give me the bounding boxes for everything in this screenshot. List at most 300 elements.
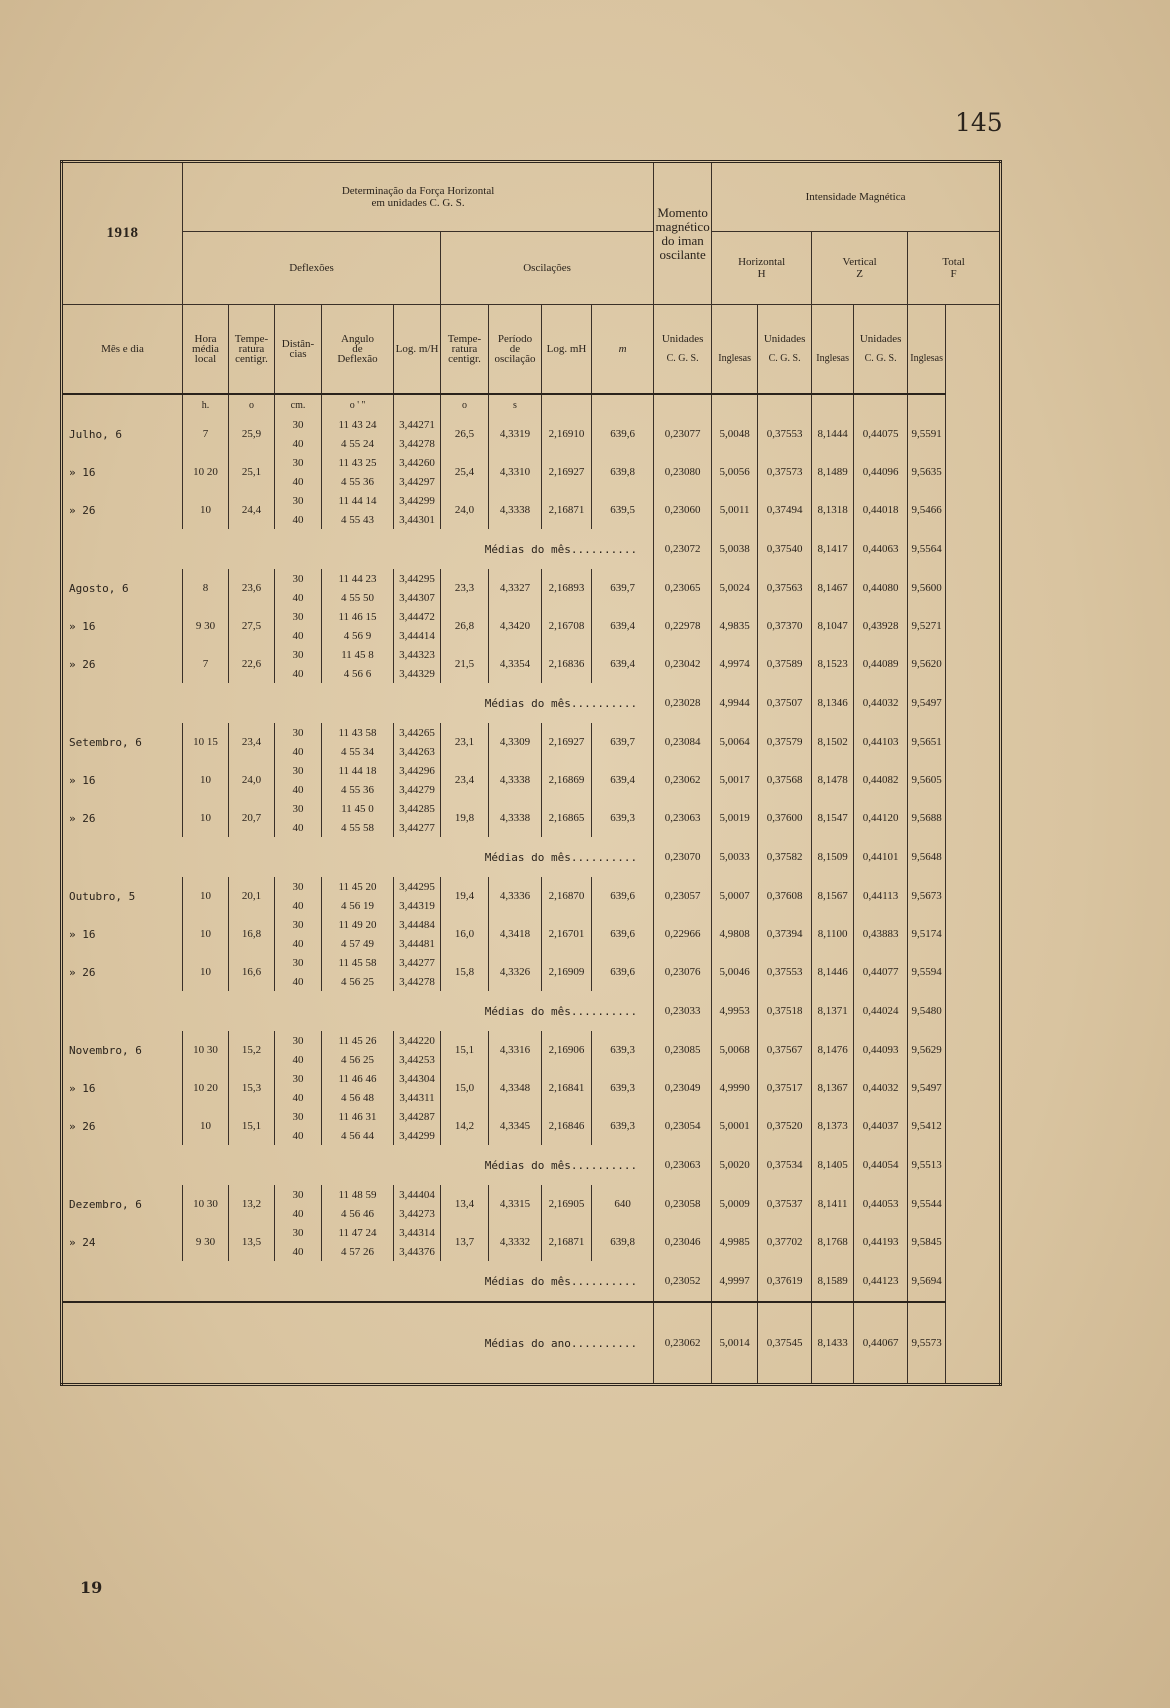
mes-dia-cell: Dezembro, 6 <box>62 1185 183 1223</box>
momento-cell: 639,6 <box>592 953 654 991</box>
angulo-cell: 11 45 58 <box>322 953 394 972</box>
distancia-cell: 30 <box>275 1031 322 1050</box>
angulo-cell: 11 43 24 <box>322 415 394 434</box>
distancia-cell: 30 <box>275 1223 322 1242</box>
mes-dia-cell: » 16 <box>62 607 183 645</box>
unit-cell <box>592 394 654 415</box>
intensity-cell: 9,5629 <box>908 1031 946 1069</box>
periodo-cell: 4,3345 <box>489 1107 542 1145</box>
monthly-mean-cell: 0,37582 <box>758 837 812 877</box>
unit-cell: h. <box>183 394 229 415</box>
angulo-cell: 4 56 25 <box>322 972 394 991</box>
monthly-mean-label: Médias do mês.......... <box>62 1145 654 1185</box>
log-m-h-cell: 3,44220 <box>394 1031 441 1050</box>
monthly-mean-cell: 8,1589 <box>812 1261 854 1302</box>
intensity-cell: 0,37537 <box>758 1185 812 1223</box>
log-mh-cell: 2,16836 <box>542 645 592 683</box>
intensity-cell: 0,23046 <box>654 1223 712 1261</box>
log-mh-cell: 2,16708 <box>542 607 592 645</box>
log-m-h-cell: 3,44273 <box>394 1204 441 1223</box>
angulo-cell: 4 56 19 <box>322 896 394 915</box>
year-mean-cell: 8,1433 <box>812 1302 854 1385</box>
distancia-cell: 30 <box>275 607 322 626</box>
intensity-cell: 0,37553 <box>758 953 812 991</box>
intensity-cell: 0,23063 <box>654 799 712 837</box>
distancia-cell: 40 <box>275 1126 322 1145</box>
distancia-cell: 30 <box>275 415 322 434</box>
distancias-header: Distân- cias <box>275 305 322 395</box>
intensity-cell: 5,0007 <box>712 877 758 915</box>
table-row <box>62 415 1001 434</box>
intensity-cell: 0,23077 <box>654 415 712 453</box>
angulo-cell: 4 56 48 <box>322 1088 394 1107</box>
unit-cell <box>654 394 712 415</box>
monthly-mean-cell: 0,23070 <box>654 837 712 877</box>
mes-dia-cell: Setembro, 6 <box>62 723 183 761</box>
intensity-cell: 8,1467 <box>812 569 854 607</box>
distancia-cell: 40 <box>275 472 322 491</box>
log-m-h-cell: 3,44253 <box>394 1050 441 1069</box>
intensidade-header: Intensidade Magnética <box>712 162 1001 232</box>
intensity-cell: 0,44093 <box>854 1031 908 1069</box>
distancia-cell: 40 <box>275 1088 322 1107</box>
hora-cell: 10 <box>183 1107 229 1145</box>
intensity-cell: 0,37520 <box>758 1107 812 1145</box>
intensity-cell: 0,37517 <box>758 1069 812 1107</box>
log-m-h-cell: 3,44297 <box>394 472 441 491</box>
log-m-h-header: Log. m/H <box>394 305 441 395</box>
intensity-cell: 8,1373 <box>812 1107 854 1145</box>
angulo-cell: 11 45 20 <box>322 877 394 896</box>
log-m-h-cell: 3,44271 <box>394 415 441 434</box>
log-mh-cell: 2,16701 <box>542 915 592 953</box>
monthly-mean-cell: 0,23028 <box>654 683 712 723</box>
unit-cell: s <box>489 394 542 415</box>
intensity-cell: 5,0001 <box>712 1107 758 1145</box>
monthly-mean-cell: 4,9944 <box>712 683 758 723</box>
intensity-cell: 8,1476 <box>812 1031 854 1069</box>
hora-cell: 10 <box>183 799 229 837</box>
angulo-cell: 4 57 26 <box>322 1242 394 1261</box>
distancia-cell: 30 <box>275 645 322 664</box>
log-m-h-cell: 3,44278 <box>394 972 441 991</box>
intensity-cell: 0,37553 <box>758 415 812 453</box>
intensity-cell: 5,0009 <box>712 1185 758 1223</box>
periodo-cell: 4,3338 <box>489 799 542 837</box>
log-m-h-cell: 3,44287 <box>394 1107 441 1126</box>
osc-temp-cell: 16,0 <box>441 915 489 953</box>
intensity-cell: 0,23085 <box>654 1031 712 1069</box>
hora-cell: 8 <box>183 569 229 607</box>
momento-cell: 639,4 <box>592 645 654 683</box>
monthly-mean-label: Médias do mês.......... <box>62 1261 654 1302</box>
log-mh-header: Log. mH <box>542 305 592 395</box>
intensity-cell: 0,37567 <box>758 1031 812 1069</box>
monthly-mean-cell: 8,1405 <box>812 1145 854 1185</box>
log-mh-cell: 2,16846 <box>542 1107 592 1145</box>
monthly-mean-cell: 0,44054 <box>854 1145 908 1185</box>
intensity-cell: 0,23060 <box>654 491 712 529</box>
monthly-mean-cell: 0,44101 <box>854 837 908 877</box>
table-row <box>62 953 1001 972</box>
log-m-h-cell: 3,44472 <box>394 607 441 626</box>
log-m-h-cell: 3,44329 <box>394 664 441 683</box>
intensity-cell: 0,23058 <box>654 1185 712 1223</box>
footer-signature: 19 <box>80 1578 103 1597</box>
intensity-cell: 5,0064 <box>712 723 758 761</box>
monthly-mean-cell: 0,23052 <box>654 1261 712 1302</box>
mes-dia-cell: Agosto, 6 <box>62 569 183 607</box>
intensity-cell: 0,23057 <box>654 877 712 915</box>
monthly-mean-row <box>62 529 1001 569</box>
log-m-h-cell: 3,44414 <box>394 626 441 645</box>
periodo-cell: 4,3315 <box>489 1185 542 1223</box>
temp-oscilacao-header: Tempe- ratura centigr. <box>441 305 489 395</box>
temp-cell: 13,5 <box>229 1223 275 1261</box>
intensity-cell: 5,0019 <box>712 799 758 837</box>
intensity-cell: 0,37563 <box>758 569 812 607</box>
table-row <box>62 877 1001 896</box>
angulo-header: Angulo de Deflexão <box>322 305 394 395</box>
hora-cell: 10 <box>183 953 229 991</box>
angulo-cell: 4 55 34 <box>322 742 394 761</box>
hora-cell: 10 20 <box>183 1069 229 1107</box>
angulo-cell: 4 55 24 <box>322 434 394 453</box>
intensity-cell: 8,1567 <box>812 877 854 915</box>
periodo-cell: 4,3336 <box>489 877 542 915</box>
log-mh-cell: 2,16927 <box>542 453 592 491</box>
monthly-mean-row <box>62 1261 1001 1302</box>
mes-dia-cell: » 16 <box>62 761 183 799</box>
unit-cell <box>394 394 441 415</box>
momento-cell: 639,3 <box>592 799 654 837</box>
distancia-cell: 40 <box>275 510 322 529</box>
year-mean-cell: 9,5573 <box>908 1302 946 1385</box>
monthly-mean-row <box>62 1145 1001 1185</box>
monthly-mean-cell: 0,44032 <box>854 683 908 723</box>
log-m-h-cell: 3,44304 <box>394 1069 441 1088</box>
z-inglesas-header: Inglesas <box>812 305 854 395</box>
intensity-cell: 9,5651 <box>908 723 946 761</box>
periodo-cell: 4,3418 <box>489 915 542 953</box>
angulo-cell: 11 44 23 <box>322 569 394 588</box>
log-m-h-cell: 3,44285 <box>394 799 441 818</box>
angulo-cell: 4 56 46 <box>322 1204 394 1223</box>
angulo-cell: 11 43 25 <box>322 453 394 472</box>
distancia-cell: 30 <box>275 915 322 934</box>
intensity-cell: 5,0017 <box>712 761 758 799</box>
distancia-cell: 30 <box>275 569 322 588</box>
mes-dia-cell: » 26 <box>62 491 183 529</box>
monthly-mean-row <box>62 837 1001 877</box>
table-row <box>62 1069 1001 1088</box>
periodo-cell: 4,3310 <box>489 453 542 491</box>
monthly-mean-cell: 9,5564 <box>908 529 946 569</box>
unit-cell: o <box>441 394 489 415</box>
unit-cell <box>854 394 908 415</box>
log-m-h-cell: 3,44260 <box>394 453 441 472</box>
log-m-h-cell: 3,44277 <box>394 953 441 972</box>
m-header: m <box>592 305 654 395</box>
distancia-cell: 40 <box>275 1242 322 1261</box>
table-body <box>62 394 1001 1385</box>
angulo-cell: 4 56 25 <box>322 1050 394 1069</box>
temp-cell: 23,6 <box>229 569 275 607</box>
temp-cell: 27,5 <box>229 607 275 645</box>
deflexoes-header: Deflexões <box>183 232 441 305</box>
monthly-mean-label: Médias do mês.......... <box>62 529 654 569</box>
periodo-cell: 4,3316 <box>489 1031 542 1069</box>
horizontal-header: Horizontal H <box>712 232 812 305</box>
distancia-cell: 30 <box>275 1107 322 1126</box>
log-m-h-cell: 3,44376 <box>394 1242 441 1261</box>
table-row <box>62 645 1001 664</box>
intensity-cell: 9,5673 <box>908 877 946 915</box>
distancia-cell: 40 <box>275 588 322 607</box>
year-mean-label: Médias do ano.......... <box>62 1302 654 1385</box>
intensity-cell: 8,1768 <box>812 1223 854 1261</box>
monthly-mean-cell: 0,23072 <box>654 529 712 569</box>
intensity-cell: 5,0011 <box>712 491 758 529</box>
osc-temp-cell: 24,0 <box>441 491 489 529</box>
hora-cell: 10 <box>183 761 229 799</box>
temp-cell: 20,1 <box>229 877 275 915</box>
periodo-cell: 4,3420 <box>489 607 542 645</box>
monthly-mean-cell: 0,37540 <box>758 529 812 569</box>
distancia-cell: 30 <box>275 1185 322 1204</box>
hora-cell: 7 <box>183 415 229 453</box>
intensity-cell: 5,0068 <box>712 1031 758 1069</box>
mes-dia-cell: » 26 <box>62 1107 183 1145</box>
unit-cell: o <box>229 394 275 415</box>
log-mh-cell: 2,16905 <box>542 1185 592 1223</box>
angulo-cell: 11 47 24 <box>322 1223 394 1242</box>
distancia-cell: 40 <box>275 896 322 915</box>
osc-temp-cell: 14,2 <box>441 1107 489 1145</box>
distancia-cell: 30 <box>275 491 322 510</box>
monthly-mean-cell: 4,9997 <box>712 1261 758 1302</box>
distancia-cell: 30 <box>275 723 322 742</box>
mes-dia-cell: Julho, 6 <box>62 415 183 453</box>
intensity-cell: 9,5466 <box>908 491 946 529</box>
log-mh-cell: 2,16870 <box>542 877 592 915</box>
momento-cell: 639,7 <box>592 569 654 607</box>
intensity-cell: 0,44103 <box>854 723 908 761</box>
temp-cell: 22,6 <box>229 645 275 683</box>
osc-temp-cell: 26,5 <box>441 415 489 453</box>
distancia-cell: 40 <box>275 972 322 991</box>
log-mh-cell: 2,16865 <box>542 799 592 837</box>
osc-temp-cell: 15,0 <box>441 1069 489 1107</box>
angulo-cell: 11 44 14 <box>322 491 394 510</box>
intensity-cell: 9,5412 <box>908 1107 946 1145</box>
log-mh-cell: 2,16909 <box>542 953 592 991</box>
hora-cell: 10 15 <box>183 723 229 761</box>
units-row <box>62 394 1001 415</box>
temp-cell: 25,1 <box>229 453 275 491</box>
angulo-cell: 11 45 0 <box>322 799 394 818</box>
intensity-cell: 0,23049 <box>654 1069 712 1107</box>
intensity-cell: 8,1547 <box>812 799 854 837</box>
hora-header: Hora média local <box>183 305 229 395</box>
momento-cell: 639,4 <box>592 607 654 645</box>
osc-temp-cell: 13,7 <box>441 1223 489 1261</box>
intensity-cell: 0,44077 <box>854 953 908 991</box>
log-m-h-cell: 3,44296 <box>394 761 441 780</box>
distancia-cell: 40 <box>275 626 322 645</box>
intensity-cell: 0,23065 <box>654 569 712 607</box>
intensity-cell: 9,5845 <box>908 1223 946 1261</box>
intensity-cell: 4,9808 <box>712 915 758 953</box>
log-m-h-cell: 3,44299 <box>394 491 441 510</box>
intensity-cell: 0,23084 <box>654 723 712 761</box>
momento-cell: 639,6 <box>592 915 654 953</box>
intensity-cell: 8,1411 <box>812 1185 854 1223</box>
temp-deflexao-header: Tempe- ratura centigr. <box>229 305 275 395</box>
distancia-cell: 40 <box>275 664 322 683</box>
intensity-cell: 9,5635 <box>908 453 946 491</box>
angulo-cell: 11 48 59 <box>322 1185 394 1204</box>
f-inglesas-header: Inglesas <box>908 305 946 395</box>
angulo-cell: 11 46 15 <box>322 607 394 626</box>
total-header: Total F <box>908 232 1001 305</box>
mes-dia-cell: » 16 <box>62 915 183 953</box>
angulo-cell: 11 46 31 <box>322 1107 394 1126</box>
angulo-cell: 4 56 6 <box>322 664 394 683</box>
periodo-cell: 4,3319 <box>489 415 542 453</box>
momento-cell: 639,6 <box>592 415 654 453</box>
intensity-cell: 8,1318 <box>812 491 854 529</box>
year-mean-cell: 0,37545 <box>758 1302 812 1385</box>
monthly-mean-cell: 9,5497 <box>908 683 946 723</box>
log-m-h-cell: 3,44263 <box>394 742 441 761</box>
osc-temp-cell: 19,4 <box>441 877 489 915</box>
angulo-cell: 4 55 50 <box>322 588 394 607</box>
monthly-mean-label: Médias do mês.......... <box>62 837 654 877</box>
monthly-mean-cell: 4,9953 <box>712 991 758 1031</box>
monthly-mean-cell: 9,5648 <box>908 837 946 877</box>
momento-cell: 639,6 <box>592 877 654 915</box>
momento-cell: 639,8 <box>592 453 654 491</box>
intensity-cell: 0,37370 <box>758 607 812 645</box>
log-mh-cell: 2,16910 <box>542 415 592 453</box>
log-m-h-cell: 3,44311 <box>394 1088 441 1107</box>
osc-temp-cell: 19,8 <box>441 799 489 837</box>
mes-dia-cell: Outubro, 5 <box>62 877 183 915</box>
distancia-cell: 30 <box>275 799 322 818</box>
temp-cell: 15,1 <box>229 1107 275 1145</box>
intensity-cell: 5,0024 <box>712 569 758 607</box>
unit-cell: cm. <box>275 394 322 415</box>
table-row <box>62 1031 1001 1050</box>
log-m-h-cell: 3,44265 <box>394 723 441 742</box>
log-m-h-cell: 3,44277 <box>394 818 441 837</box>
periodo-cell: 4,3338 <box>489 761 542 799</box>
log-mh-cell: 2,16871 <box>542 491 592 529</box>
intensity-cell: 0,23042 <box>654 645 712 683</box>
temp-cell: 16,8 <box>229 915 275 953</box>
hora-cell: 10 <box>183 915 229 953</box>
angulo-cell: 4 55 43 <box>322 510 394 529</box>
monthly-mean-cell: 8,1509 <box>812 837 854 877</box>
hora-cell: 9 30 <box>183 1223 229 1261</box>
intensity-cell: 8,1523 <box>812 645 854 683</box>
hora-cell: 10 30 <box>183 1185 229 1223</box>
log-m-h-cell: 3,44278 <box>394 434 441 453</box>
periodo-cell: 4,3354 <box>489 645 542 683</box>
angulo-cell: 4 56 44 <box>322 1126 394 1145</box>
intensity-cell: 0,43883 <box>854 915 908 953</box>
log-m-h-cell: 3,44319 <box>394 896 441 915</box>
year-mean-row <box>62 1302 1001 1385</box>
intensity-cell: 0,44080 <box>854 569 908 607</box>
forca-horizontal-header: Determinação da Força Horizontal em unidades C. G. S. <box>183 162 654 232</box>
intensity-cell: 4,9985 <box>712 1223 758 1261</box>
osc-temp-cell: 21,5 <box>441 645 489 683</box>
temp-cell: 16,6 <box>229 953 275 991</box>
temp-cell: 20,7 <box>229 799 275 837</box>
unit-cell <box>758 394 812 415</box>
intensity-cell: 0,44037 <box>854 1107 908 1145</box>
distancia-cell: 30 <box>275 453 322 472</box>
f-unidades-header: Unidades C. G. S. <box>854 305 908 395</box>
distancia-cell: 30 <box>275 1069 322 1088</box>
mes-dia-cell: » 24 <box>62 1223 183 1261</box>
intensity-cell: 0,23080 <box>654 453 712 491</box>
monthly-mean-cell: 0,44123 <box>854 1261 908 1302</box>
mes-dia-cell: » 26 <box>62 799 183 837</box>
table-row <box>62 491 1001 510</box>
hora-cell: 9 30 <box>183 607 229 645</box>
year-mean-cell: 5,0014 <box>712 1302 758 1385</box>
momento-cell: 639,7 <box>592 723 654 761</box>
log-mh-cell: 2,16841 <box>542 1069 592 1107</box>
mes-dia-cell: » 16 <box>62 453 183 491</box>
intensity-cell: 0,37608 <box>758 877 812 915</box>
monthly-mean-cell: 8,1417 <box>812 529 854 569</box>
intensity-cell: 8,1502 <box>812 723 854 761</box>
table-row <box>62 761 1001 780</box>
log-m-h-cell: 3,44295 <box>394 569 441 588</box>
log-m-h-cell: 3,44314 <box>394 1223 441 1242</box>
year-header: 1918 <box>62 162 183 305</box>
periodo-cell: 4,3326 <box>489 953 542 991</box>
periodo-cell: 4,3309 <box>489 723 542 761</box>
h-inglesas-header: Inglesas <box>712 305 758 395</box>
monthly-mean-row <box>62 991 1001 1031</box>
temp-cell: 15,2 <box>229 1031 275 1069</box>
intensity-cell: 8,1444 <box>812 415 854 453</box>
log-m-h-cell: 3,44481 <box>394 934 441 953</box>
monthly-mean-cell: 0,37507 <box>758 683 812 723</box>
temp-cell: 24,4 <box>229 491 275 529</box>
intensity-cell: 9,5600 <box>908 569 946 607</box>
year-mean-cell: 0,44067 <box>854 1302 908 1385</box>
intensity-cell: 5,0048 <box>712 415 758 453</box>
intensity-cell: 5,0046 <box>712 953 758 991</box>
intensity-cell: 9,5594 <box>908 953 946 991</box>
temp-cell: 23,4 <box>229 723 275 761</box>
hora-cell: 10 <box>183 491 229 529</box>
distancia-cell: 40 <box>275 434 322 453</box>
distancia-cell: 30 <box>275 953 322 972</box>
angulo-cell: 11 45 8 <box>322 645 394 664</box>
mes-dia-cell: » 26 <box>62 645 183 683</box>
monthly-mean-cell: 0,37518 <box>758 991 812 1031</box>
distancia-cell: 40 <box>275 1204 322 1223</box>
monthly-mean-cell: 0,37619 <box>758 1261 812 1302</box>
distancia-cell: 30 <box>275 761 322 780</box>
